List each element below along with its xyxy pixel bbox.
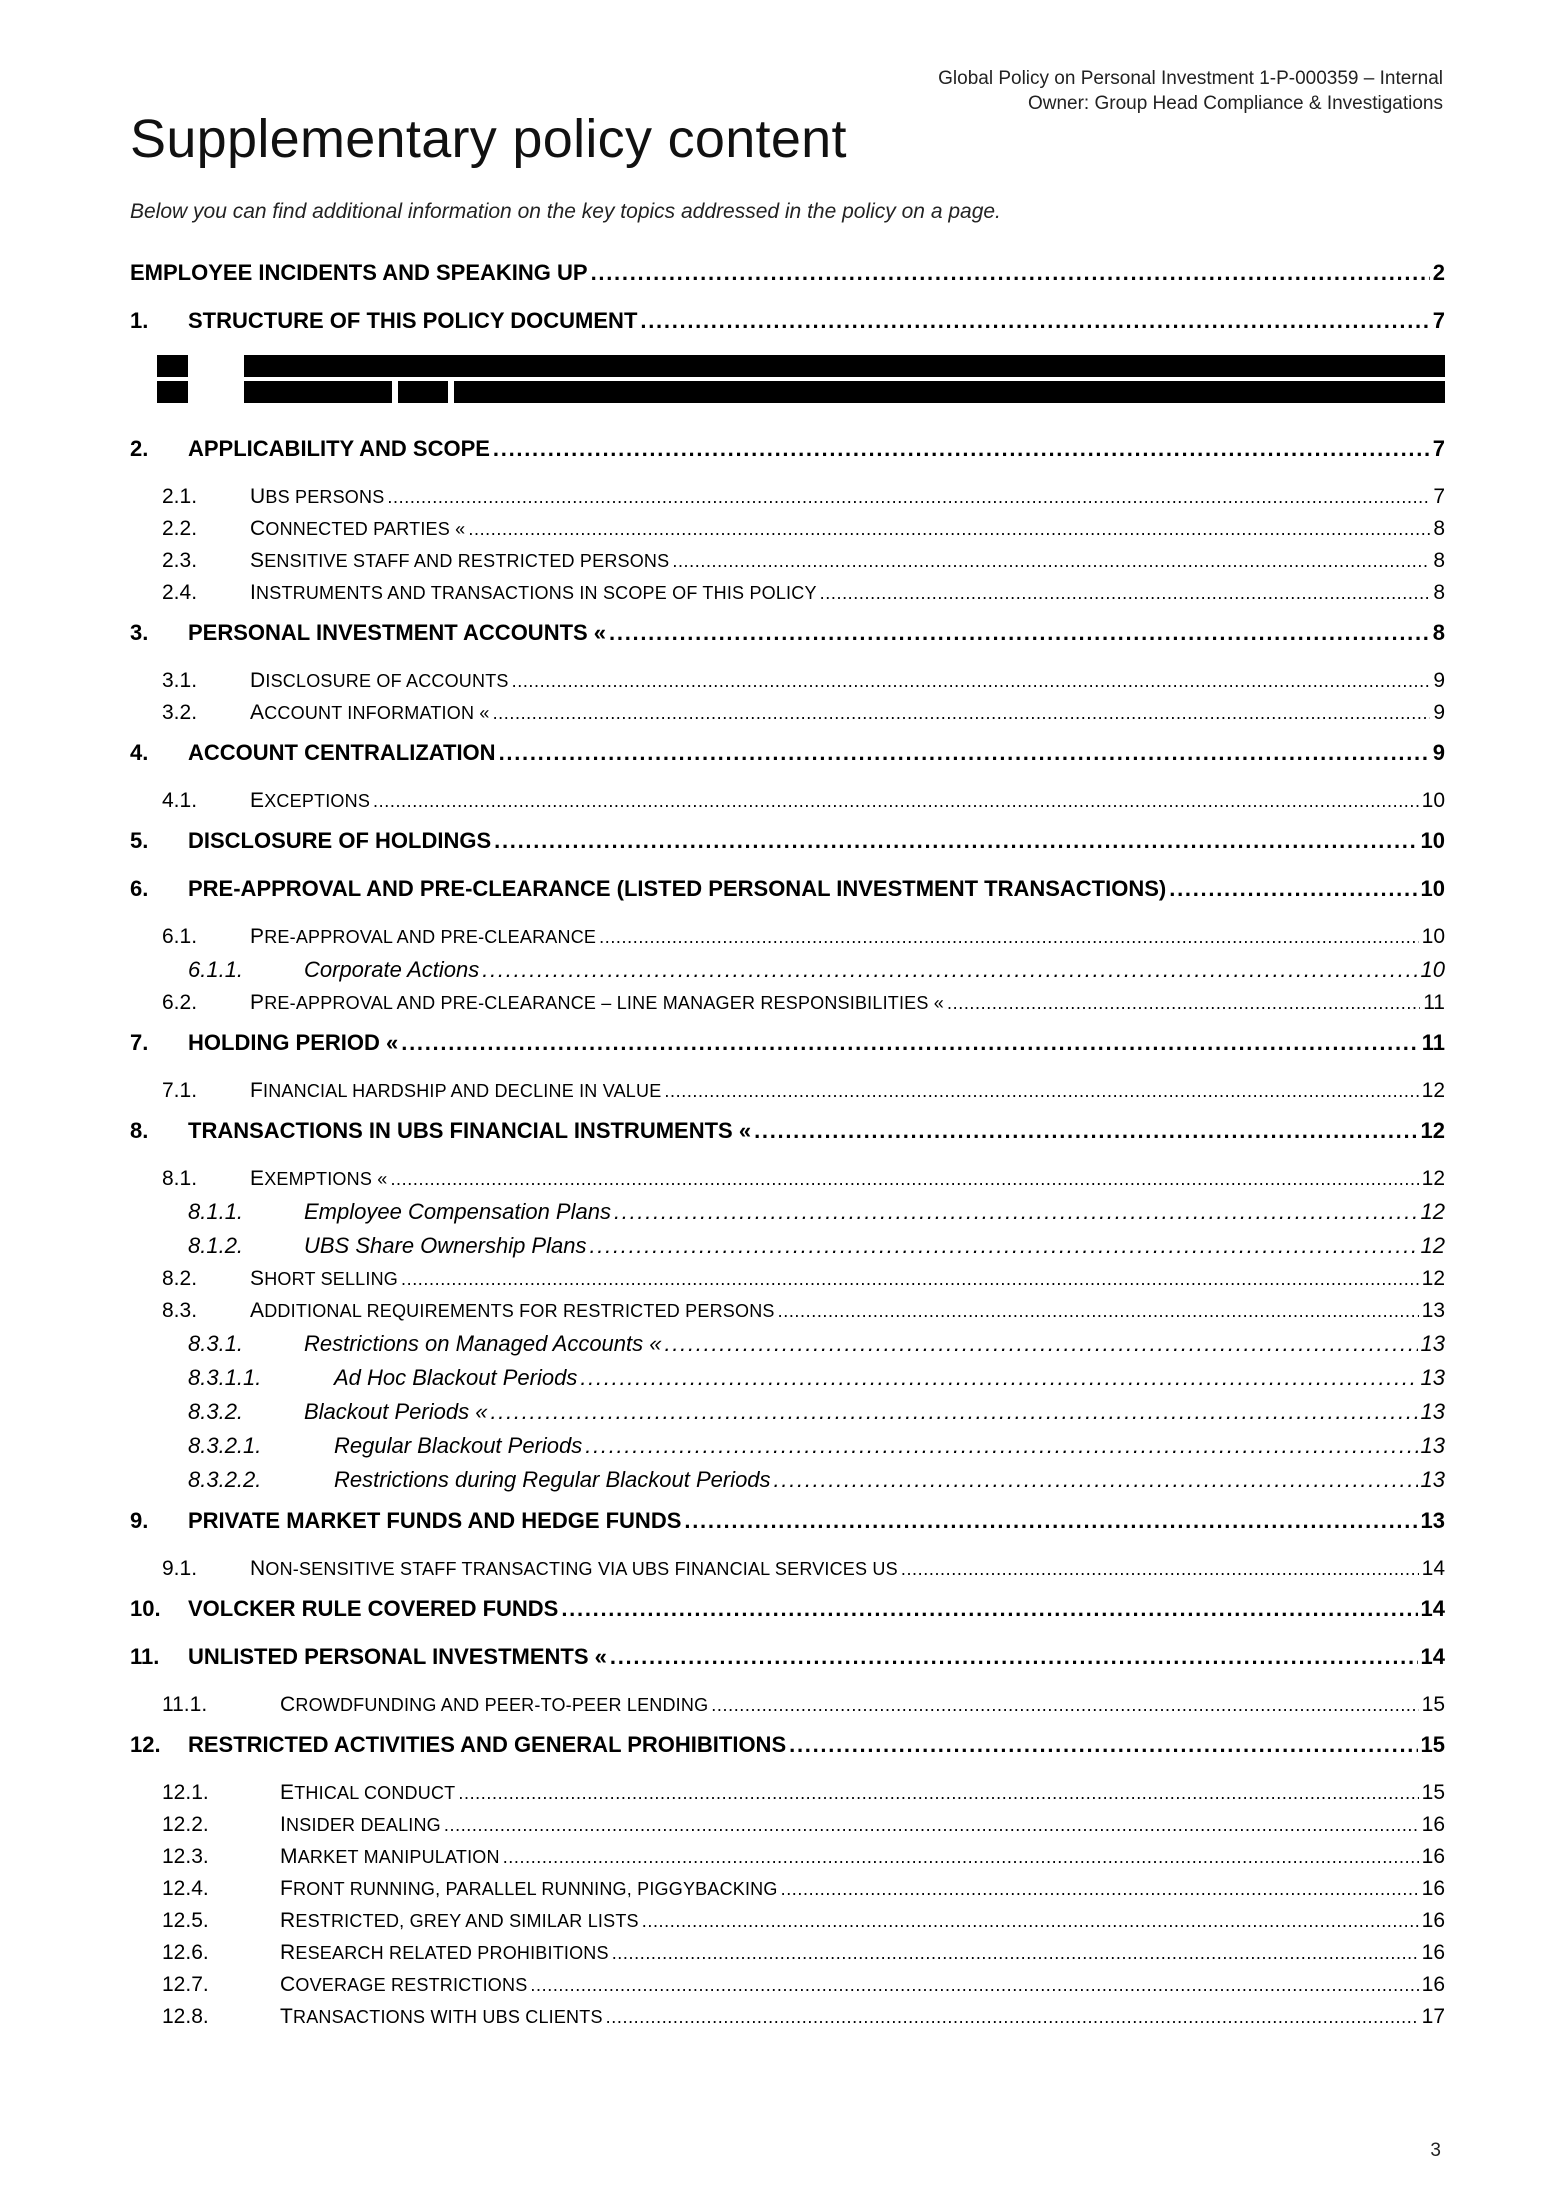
toc-entry-number: 12.7. bbox=[162, 1973, 209, 1996]
toc-entry-label: Regular Blackout Periods bbox=[334, 1433, 583, 1458]
toc-entry-page: 12 bbox=[1421, 1267, 1445, 1290]
toc-entry-number: 12.6. bbox=[162, 1941, 209, 1964]
toc-entry[interactable] bbox=[130, 1585, 1445, 1633]
toc-entry[interactable] bbox=[130, 1019, 1445, 1067]
toc-entry-label: ETHICAL CONDUCT bbox=[280, 1781, 456, 1804]
toc-entry-label: EXCEPTIONS bbox=[250, 789, 371, 812]
toc-leader-dots bbox=[665, 1327, 1418, 1361]
toc-leader-dots bbox=[490, 1395, 1417, 1429]
toc-entry[interactable] bbox=[130, 297, 1445, 345]
toc-entry-label: Restrictions during Regular Blackout Periods bbox=[334, 1467, 771, 1492]
toc-leader-dots bbox=[458, 1777, 1418, 1809]
toc-entry-number: 2.4. bbox=[162, 581, 198, 604]
toc-entry-number: 6.2. bbox=[162, 991, 198, 1014]
toc-entry-number: 12.1. bbox=[162, 1781, 209, 1804]
toc-entry-page: 14 bbox=[1421, 1557, 1445, 1580]
toc-leader-dots bbox=[789, 1721, 1417, 1769]
toc-entry[interactable] bbox=[130, 1841, 1445, 1873]
toc-entry-label: CONNECTED PARTIES « bbox=[250, 517, 466, 540]
toc-entry-number: 11. bbox=[130, 1644, 160, 1669]
toc-entry[interactable] bbox=[130, 1553, 1445, 1585]
toc-entry-page: 12 bbox=[1421, 1167, 1445, 1190]
toc-entry[interactable] bbox=[130, 1163, 1445, 1195]
toc-entry-label: DISCLOSURE OF ACCOUNTS bbox=[250, 669, 509, 692]
toc-entry[interactable] bbox=[130, 1777, 1445, 1809]
toc-entry-number: 8.1.2. bbox=[188, 1233, 244, 1258]
toc-entry-number: 6.1. bbox=[162, 925, 198, 948]
toc-entry[interactable] bbox=[130, 1463, 1445, 1497]
toc-leader-dots bbox=[711, 1689, 1418, 1721]
toc-entry-number: 7.1. bbox=[162, 1079, 198, 1102]
toc-entry-page: 13 bbox=[1420, 1433, 1445, 1458]
toc-entry-page: 10 bbox=[1420, 876, 1445, 901]
toc-entry-number: 12.4. bbox=[162, 1877, 209, 1900]
toc-entry-number: 8.3. bbox=[162, 1299, 198, 1322]
page-title: Supplementary policy content bbox=[130, 109, 847, 169]
toc-leader-dots bbox=[754, 1107, 1417, 1155]
toc-entry-label: TRANSACTIONS WITH UBS CLIENTS bbox=[280, 2005, 603, 2028]
toc-entry[interactable] bbox=[130, 513, 1445, 545]
toc-entry-number: 2.3. bbox=[162, 549, 198, 572]
toc-entry[interactable] bbox=[130, 1361, 1445, 1395]
toc-entry-number: 11.1. bbox=[162, 1693, 208, 1716]
toc-leader-dots bbox=[499, 729, 1430, 777]
toc-entry-number: 12.8. bbox=[162, 2005, 209, 2028]
toc-entry-label: Employee Compensation Plans bbox=[304, 1199, 611, 1224]
toc-entry[interactable] bbox=[130, 545, 1445, 577]
toc-leader-dots bbox=[503, 1841, 1419, 1873]
toc-entry[interactable] bbox=[130, 665, 1445, 697]
toc-entry-page: 9 bbox=[1433, 701, 1445, 724]
redaction-bar bbox=[454, 381, 1445, 403]
toc-leader-dots bbox=[401, 1019, 1418, 1067]
toc-entry-label: EXEMPTIONS « bbox=[250, 1167, 388, 1190]
toc-entry-page: 9 bbox=[1432, 740, 1445, 765]
toc-entry-label: NON-SENSITIVE STAFF TRANSACTING VIA UBS FINANCIAL SERVICES US bbox=[250, 1557, 898, 1580]
toc-entry-number: 12.3. bbox=[162, 1845, 209, 1868]
toc-entry-number: 6. bbox=[130, 876, 149, 901]
toc-entry-label: HOLDING PERIOD « bbox=[188, 1030, 399, 1055]
toc-entry-number: 9. bbox=[130, 1508, 149, 1533]
toc-entry[interactable] bbox=[130, 481, 1445, 513]
toc-entry-number: 10. bbox=[130, 1596, 161, 1621]
toc-entry-page: 11 bbox=[1421, 1030, 1445, 1055]
toc-entry-label: COVERAGE RESTRICTIONS bbox=[280, 1973, 528, 1996]
toc-entry-label: PRE-APPROVAL AND PRE-CLEARANCE (LISTED PERSONAL INVESTMENT TRANSACTIONS) bbox=[188, 876, 1167, 901]
toc-entry[interactable] bbox=[130, 987, 1445, 1019]
toc-entry-number: 8.3.2.2. bbox=[188, 1467, 262, 1492]
toc-entry-label: FRONT RUNNING, PARALLEL RUNNING, PIGGYBACKING bbox=[280, 1877, 778, 1900]
toc-entry-label: VOLCKER RULE COVERED FUNDS bbox=[188, 1596, 559, 1621]
toc-entry[interactable] bbox=[130, 1937, 1445, 1969]
toc-leader-dots bbox=[642, 1905, 1419, 1937]
toc-entry[interactable] bbox=[130, 2001, 1445, 2033]
toc-entry-page: 16 bbox=[1421, 1877, 1445, 1900]
toc-leader-dots bbox=[901, 1553, 1419, 1585]
toc-entry[interactable] bbox=[130, 1327, 1445, 1361]
toc-leader-dots bbox=[589, 1229, 1417, 1263]
toc-entry-number: 2. bbox=[130, 436, 149, 461]
toc-entry[interactable] bbox=[130, 1873, 1445, 1905]
toc-entry-page: 7 bbox=[1433, 485, 1445, 508]
toc-entry-label: PRE-APPROVAL AND PRE-CLEARANCE – LINE MANAGER RESPONSIBILITIES « bbox=[250, 991, 945, 1014]
toc-entry-label: UBS Share Ownership Plans bbox=[304, 1233, 587, 1258]
page-header bbox=[938, 66, 1443, 116]
toc-leader-dots bbox=[444, 1809, 1419, 1841]
toc-entry-number: 12. bbox=[130, 1732, 161, 1757]
toc-leader-dots bbox=[493, 697, 1431, 729]
toc-leader-dots bbox=[672, 545, 1430, 577]
toc-entry[interactable] bbox=[130, 425, 1445, 473]
toc-entry-page: 13 bbox=[1421, 1299, 1445, 1322]
toc-entry-number: 8.3.1.1. bbox=[188, 1365, 262, 1390]
toc-entry[interactable] bbox=[130, 1633, 1445, 1681]
toc-entry[interactable] bbox=[130, 1905, 1445, 1937]
toc-entry[interactable] bbox=[130, 1075, 1445, 1107]
toc-leader-dots bbox=[401, 1263, 1419, 1295]
toc-leader-dots bbox=[390, 1163, 1418, 1195]
toc-leader-dots bbox=[561, 1585, 1417, 1633]
toc-entry-page: 15 bbox=[1421, 1781, 1445, 1804]
toc-entry-label: FINANCIAL HARDSHIP AND DECLINE IN VALUE bbox=[250, 1079, 662, 1102]
toc-leader-dots bbox=[614, 1195, 1418, 1229]
toc-entry-page: 8 bbox=[1433, 549, 1445, 572]
toc-entry[interactable] bbox=[130, 609, 1445, 657]
toc-entry[interactable] bbox=[130, 249, 1445, 297]
intro-text: Below you can find additional information on the key topics addressed in the policy on a page. bbox=[130, 200, 1001, 223]
toc-entry-page: 13 bbox=[1420, 1331, 1445, 1356]
toc-entry-number: 4.1. bbox=[162, 789, 198, 812]
toc-entry-page: 7 bbox=[1432, 308, 1445, 333]
toc-leader-dots bbox=[387, 481, 1430, 513]
toc-leader-dots bbox=[373, 785, 1419, 817]
toc-entry-label: INSTRUMENTS AND TRANSACTIONS IN SCOPE OF THIS POLICY bbox=[250, 581, 817, 604]
toc-entry-page: 14 bbox=[1420, 1596, 1445, 1621]
toc-entry-label: Ad Hoc Blackout Periods bbox=[334, 1365, 578, 1390]
toc-entry-page: 13 bbox=[1420, 1365, 1445, 1390]
toc-leader-dots bbox=[493, 425, 1430, 473]
toc-leader-dots bbox=[585, 1429, 1417, 1463]
toc-entry-number: 1. bbox=[130, 308, 149, 333]
toc-entry-page: 12 bbox=[1420, 1118, 1445, 1143]
toc-leader-dots bbox=[781, 1873, 1419, 1905]
toc-entry-page: 8 bbox=[1432, 620, 1445, 645]
header-owner-line: Owner: Group Head Compliance & Investigations bbox=[1027, 93, 1443, 114]
toc-entry-page: 10 bbox=[1420, 828, 1445, 853]
toc-entry[interactable] bbox=[130, 817, 1445, 865]
toc-entry-page: 11 bbox=[1423, 991, 1445, 1014]
toc-entry[interactable] bbox=[130, 1107, 1445, 1155]
toc-entry-page: 7 bbox=[1432, 436, 1445, 461]
toc-entry[interactable] bbox=[130, 1395, 1445, 1429]
redaction-bar bbox=[398, 381, 448, 403]
toc-entry-label: INSIDER DEALING bbox=[280, 1813, 441, 1836]
toc-entry[interactable] bbox=[130, 1195, 1445, 1229]
toc-entry-label: ACCOUNT INFORMATION « bbox=[250, 701, 490, 724]
toc-entry-number: 3. bbox=[130, 620, 149, 645]
toc-entry-number: 3.2. bbox=[162, 701, 198, 724]
toc-entry-page: 10 bbox=[1420, 957, 1445, 982]
toc-entry-number: 8. bbox=[130, 1118, 149, 1143]
toc-entry-label: SENSITIVE STAFF AND RESTRICTED PERSONS bbox=[250, 549, 670, 572]
toc-entry-number: 2.1. bbox=[162, 485, 198, 508]
toc-leader-dots bbox=[591, 249, 1430, 297]
toc-entry-page: 8 bbox=[1433, 581, 1445, 604]
toc-entry-label: MARKET MANIPULATION bbox=[280, 1845, 500, 1868]
toc-entry-label: ACCOUNT CENTRALIZATION bbox=[188, 740, 496, 765]
toc-entry-label: RESEARCH RELATED PROHIBITIONS bbox=[280, 1941, 609, 1964]
redaction-bar bbox=[244, 381, 392, 403]
toc-entry-label: ADDITIONAL REQUIREMENTS FOR RESTRICTED PERSONS bbox=[250, 1299, 775, 1322]
toc-entry-page: 17 bbox=[1421, 2005, 1445, 2028]
toc-entry-number: 6.1.1. bbox=[188, 957, 244, 982]
toc-leader-dots bbox=[512, 665, 1431, 697]
toc-entry-number: 7. bbox=[130, 1030, 149, 1055]
toc-entry-page: 13 bbox=[1420, 1467, 1445, 1492]
toc-entry-number: 8.3.1. bbox=[188, 1331, 244, 1356]
toc-entry-label: RESTRICTED ACTIVITIES AND GENERAL PROHIBITIONS bbox=[188, 1732, 787, 1757]
toc-entry-label: DISCLOSURE OF HOLDINGS bbox=[188, 828, 492, 853]
toc-entry[interactable] bbox=[130, 729, 1445, 777]
redaction-bar bbox=[244, 355, 1445, 377]
header-policy-line: Global Policy on Personal Investment 1-P-000359 – Internal bbox=[938, 68, 1443, 89]
toc-entry-page: 15 bbox=[1420, 1732, 1445, 1757]
toc-entry-page: 10 bbox=[1421, 789, 1445, 812]
toc-leader-dots bbox=[530, 1969, 1418, 2001]
toc-entry-page: 12 bbox=[1421, 1079, 1445, 1102]
toc-entry[interactable] bbox=[130, 1809, 1445, 1841]
toc-entry-page: 10 bbox=[1421, 925, 1445, 948]
toc-entry-label: EMPLOYEE INCIDENTS AND SPEAKING UP bbox=[130, 260, 588, 285]
toc-entry[interactable] bbox=[130, 1263, 1445, 1295]
toc-entry-number: 4. bbox=[130, 740, 149, 765]
toc-entry-label: PERSONAL INVESTMENT ACCOUNTS « bbox=[188, 620, 607, 645]
toc-entry-label: CROWDFUNDING AND PEER-TO-PEER LENDING bbox=[280, 1693, 709, 1716]
toc-entry-page: 16 bbox=[1421, 1909, 1445, 1932]
toc-entry-number: 12.2. bbox=[162, 1813, 209, 1836]
toc-entry-page: 9 bbox=[1433, 669, 1445, 692]
toc-leader-dots bbox=[609, 609, 1430, 657]
toc-entry[interactable] bbox=[130, 1229, 1445, 1263]
redaction-bar bbox=[157, 355, 188, 377]
toc-leader-dots bbox=[494, 817, 1417, 865]
toc-entry-page: 12 bbox=[1420, 1233, 1445, 1258]
toc-entry-label: PRIVATE MARKET FUNDS AND HEDGE FUNDS bbox=[188, 1508, 682, 1533]
toc-entry-page: 13 bbox=[1420, 1508, 1445, 1533]
toc-entry-number: 8.1.1. bbox=[188, 1199, 244, 1224]
toc-entry-page: 14 bbox=[1420, 1644, 1445, 1669]
toc-entry[interactable] bbox=[130, 1497, 1445, 1545]
toc-entry-label: PRE-APPROVAL AND PRE-CLEARANCE bbox=[250, 925, 597, 948]
toc-entry-page: 16 bbox=[1421, 1845, 1445, 1868]
toc-entry[interactable] bbox=[130, 785, 1445, 817]
toc-entry-label: RESTRICTED, GREY AND SIMILAR LISTS bbox=[280, 1909, 639, 1932]
toc-entry-number: 3.1. bbox=[162, 669, 198, 692]
page-number: 3 bbox=[1430, 2140, 1441, 2161]
toc-leader-dots bbox=[599, 921, 1419, 953]
toc-leader-dots bbox=[468, 513, 1430, 545]
toc-entry-page: 2 bbox=[1432, 260, 1445, 285]
table-of-contents bbox=[130, 249, 1445, 2033]
toc-entry-label: STRUCTURE OF THIS POLICY DOCUMENT bbox=[188, 308, 638, 333]
toc-entry-page: 13 bbox=[1420, 1399, 1445, 1424]
redaction-bar bbox=[157, 381, 188, 403]
toc-entry[interactable] bbox=[130, 697, 1445, 729]
toc-entry[interactable] bbox=[130, 577, 1445, 609]
toc-entry-page: 12 bbox=[1420, 1199, 1445, 1224]
toc-leader-dots bbox=[606, 2001, 1419, 2033]
toc-entry-page: 8 bbox=[1433, 517, 1445, 540]
toc-leader-dots bbox=[612, 1937, 1419, 1969]
toc-entry-page: 15 bbox=[1421, 1693, 1445, 1716]
toc-entry-number: 9.1. bbox=[162, 1557, 198, 1580]
toc-entry-label: APPLICABILITY AND SCOPE bbox=[188, 436, 490, 461]
toc-entry-number: 8.3.2. bbox=[188, 1399, 244, 1424]
toc-entry[interactable] bbox=[130, 1721, 1445, 1769]
toc-entry-number: 8.3.2.1. bbox=[188, 1433, 262, 1458]
toc-entry-number: 8.1. bbox=[162, 1167, 198, 1190]
toc-entry-label: Blackout Periods « bbox=[304, 1399, 488, 1424]
toc-leader-dots bbox=[778, 1295, 1419, 1327]
toc-leader-dots bbox=[774, 1463, 1418, 1497]
toc-leader-dots bbox=[1169, 865, 1417, 913]
redacted-entries bbox=[130, 345, 1445, 425]
toc-entry[interactable] bbox=[130, 921, 1445, 953]
toc-entry-page: 16 bbox=[1421, 1973, 1445, 1996]
toc-entry[interactable] bbox=[130, 1429, 1445, 1463]
toc-entry[interactable] bbox=[130, 1969, 1445, 2001]
toc-entry[interactable] bbox=[130, 865, 1445, 913]
toc-entry-page: 16 bbox=[1421, 1813, 1445, 1836]
toc-leader-dots bbox=[664, 1075, 1418, 1107]
toc-leader-dots bbox=[640, 297, 1429, 345]
toc-entry-label: Restrictions on Managed Accounts « bbox=[304, 1331, 662, 1356]
toc-entry-number: 5. bbox=[130, 828, 149, 853]
toc-entry-number: 2.2. bbox=[162, 517, 198, 540]
toc-entry-page: 16 bbox=[1421, 1941, 1445, 1964]
toc-entry[interactable] bbox=[130, 953, 1445, 987]
toc-entry-label: Corporate Actions bbox=[304, 957, 480, 982]
toc-leader-dots bbox=[482, 953, 1417, 987]
toc-entry-label: TRANSACTIONS IN UBS FINANCIAL INSTRUMENTS « bbox=[188, 1118, 752, 1143]
toc-entry[interactable] bbox=[130, 1295, 1445, 1327]
toc-entry-label: UNLISTED PERSONAL INVESTMENTS « bbox=[188, 1644, 607, 1669]
toc-entry-label: SHORT SELLING bbox=[250, 1267, 398, 1290]
toc-entry-number: 12.5. bbox=[162, 1909, 209, 1932]
toc-leader-dots bbox=[610, 1633, 1418, 1681]
toc-leader-dots bbox=[947, 987, 1420, 1019]
toc-entry[interactable] bbox=[130, 1689, 1445, 1721]
toc-entry-label: UBS PERSONS bbox=[250, 485, 385, 508]
toc-leader-dots bbox=[684, 1497, 1417, 1545]
toc-entry-number: 8.2. bbox=[162, 1267, 198, 1290]
toc-leader-dots bbox=[820, 577, 1431, 609]
toc-leader-dots bbox=[580, 1361, 1417, 1395]
